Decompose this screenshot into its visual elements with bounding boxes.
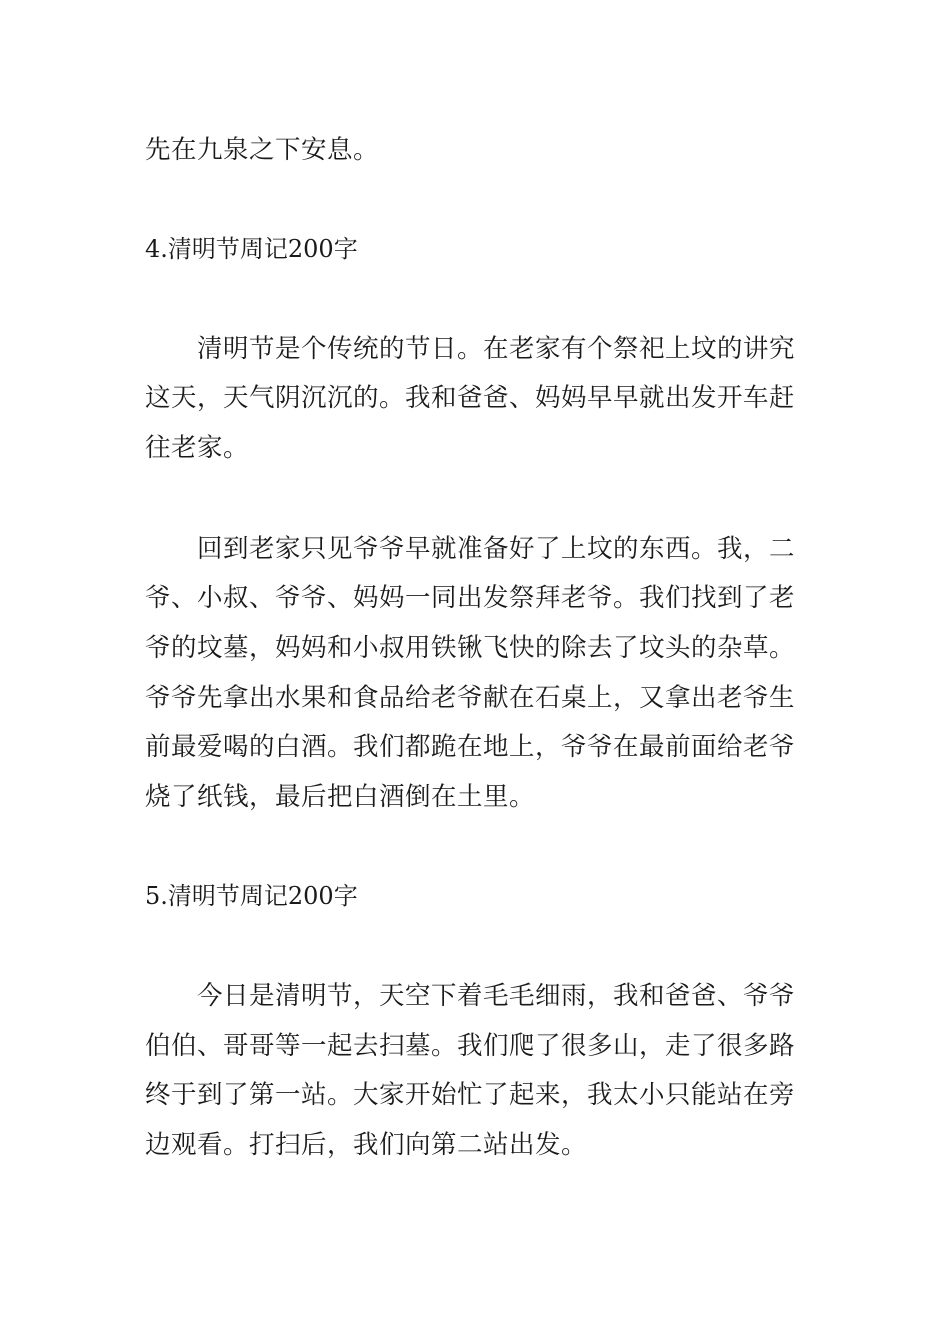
paragraph-line: 伯伯、哥哥等一起去扫墓。我们爬了很多山，走了很多路 (145, 1031, 796, 1061)
paragraph-line: 清明节是个传统的节日。在老家有个祭祀上坟的讲究 (197, 334, 796, 364)
paragraph-line: 终于到了第一站。大家开始忙了起来，我太小只能站在旁 (145, 1080, 796, 1110)
paragraph-line: 爷、小叔、爷爷、妈妈一同出发祭拜老爷。我们找到了老 (145, 583, 796, 613)
paragraph-line: 回到老家只见爷爷早就准备好了上坟的东西。我，二 (197, 534, 796, 564)
paragraph-line: 前最爱喝的白酒。我们都跪在地上，爷爷在最前面给老爷 (145, 732, 796, 762)
paragraph-line: 烧了纸钱，最后把白酒倒在土里。 (145, 782, 536, 812)
section-heading: 4.清明节周记200字 (145, 235, 358, 263)
paragraph-line: 今日是清明节，天空下着毛毛细雨，我和爸爸、爷爷 (197, 981, 796, 1011)
paragraph-line: 往老家。 (145, 433, 250, 463)
paragraph-line: 先在九泉之下安息。 (145, 135, 380, 165)
paragraph-line: 爷的坟墓，妈妈和小叔用铁锹飞快的除去了坟头的杂草。 (145, 633, 796, 663)
paragraph-line: 这天，天气阴沉沉的。我和爸爸、妈妈早早就出发开车赶 (145, 383, 796, 413)
paragraph-line: 爷爷先拿出水果和食品给老爷献在石桌上，又拿出老爷生 (145, 683, 796, 713)
section-heading: 5.清明节周记200字 (145, 882, 358, 910)
paragraph-line: 边观看。打扫后，我们向第二站出发。 (145, 1130, 588, 1160)
